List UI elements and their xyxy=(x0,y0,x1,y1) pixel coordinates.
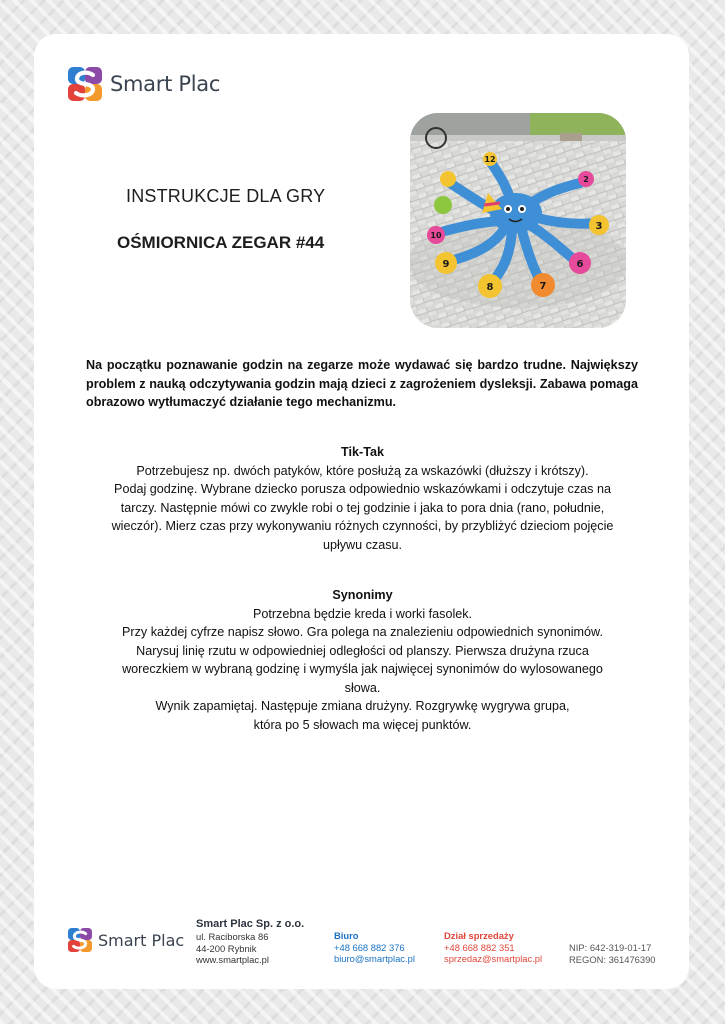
clock-number: 12 xyxy=(484,155,496,164)
regon-number: REGON: 361476390 xyxy=(569,953,656,965)
clock-number: 10 xyxy=(430,231,442,240)
page-title: INSTRUKCJE DLA GRY xyxy=(126,186,326,206)
footer-registry-ids xyxy=(569,942,656,965)
section-line: Narysuj linię rzutu w odpowiedniej odległości od planszy. Pierwsza drużyna rzuca xyxy=(136,643,589,658)
section-line: Potrzebna będzie kreda i worki fasolek. xyxy=(252,606,473,621)
section-line: woreczkiem w wybraną godzinę i wymyśla jak najwięcej synonimów do wylosowanego xyxy=(122,662,603,676)
section-line: Wynik zapamiętaj. Następuje zmiana drużyny. Rozgrywkę wygrywa grupa, xyxy=(155,699,570,713)
game-title: OŚMIORNICA ZEGAR #44 xyxy=(117,233,325,252)
intro-paragraph: Na początku poznawanie godzin na zegarze może wydawać się bardzo trudne. Największy problem z nauką odczytywania godzin mają dzieci z zagrożeniem dysleksji. Zabawa pomaga obrazowo wytłumaczyć działanie tego mechanizmu. xyxy=(86,358,638,409)
section-line: która po 5 słowach ma więcej punktów. xyxy=(253,717,472,732)
office-label: Biuro xyxy=(334,930,359,941)
section-line: słowa. xyxy=(344,680,381,695)
company-website-link[interactable]: www.smartplac.pl xyxy=(196,954,269,965)
nip-number: NIP: 642-319-01-17 xyxy=(569,942,652,953)
section-title: Synonimy xyxy=(332,588,393,602)
clock-number: 6 xyxy=(576,259,584,270)
company-city: 44-200 Rybnik xyxy=(196,942,257,954)
sales-email-link[interactable]: sprzedaz@smartplac.pl xyxy=(444,953,543,964)
logo-mark-icon xyxy=(68,67,102,101)
game-section-tik-tak xyxy=(88,443,637,554)
clock-number: 2 xyxy=(583,175,589,184)
section-line: tarczy. Następnie mówi co zwykle robi o tej godzinie i jaka to pora dnia (rano, południe, xyxy=(120,500,605,515)
sales-phone[interactable]: +48 668 882 351 xyxy=(444,941,515,953)
section-line: Potrzebujesz np. dwóch patyków, które posłużą za wskazówki (dłuższy i krótszy). xyxy=(136,463,589,478)
footer-brand-name: Smart Plac xyxy=(98,930,185,950)
company-street: ul. Raciborska 86 xyxy=(196,931,269,942)
office-phone[interactable]: +48 668 882 376 xyxy=(334,941,405,953)
section-line: upływu czasu. xyxy=(322,537,403,552)
game-section-synonimy xyxy=(88,586,637,734)
page-footer xyxy=(0,918,725,978)
octopus-clock-photo xyxy=(410,113,626,328)
clock-number: 3 xyxy=(595,221,603,232)
clock-number: 8 xyxy=(486,282,494,293)
section-line: wieczór). Mierz czas przy wykonywaniu różnych czynności, by przybliżyć dzieciom pojęcie xyxy=(111,519,614,533)
clock-number: 9 xyxy=(442,259,450,270)
section-title: Tik-Tak xyxy=(341,445,384,459)
footer-logo xyxy=(68,928,184,952)
logo-mark-icon xyxy=(68,928,92,952)
clock-number: 7 xyxy=(539,281,547,292)
footer-company xyxy=(196,918,304,966)
brand-name: Smart Plac xyxy=(110,72,221,96)
sales-label: Dział sprzedaży xyxy=(444,930,514,941)
company-name: Smart Plac Sp. z o.o. xyxy=(196,918,305,930)
office-email-link[interactable]: biuro@smartplac.pl xyxy=(334,953,415,964)
footer-sales xyxy=(444,930,542,965)
footer-office xyxy=(334,930,415,965)
brand-logo xyxy=(68,67,220,101)
section-line: Podaj godzinę. Wybrane dziecko porusza odpowiednio wskazówkami i odczytuje czas na xyxy=(114,482,611,496)
section-line: Przy każdej cyfrze napisz słowo. Gra polega na znalezieniu odpowiednich synonimów. xyxy=(122,625,603,639)
